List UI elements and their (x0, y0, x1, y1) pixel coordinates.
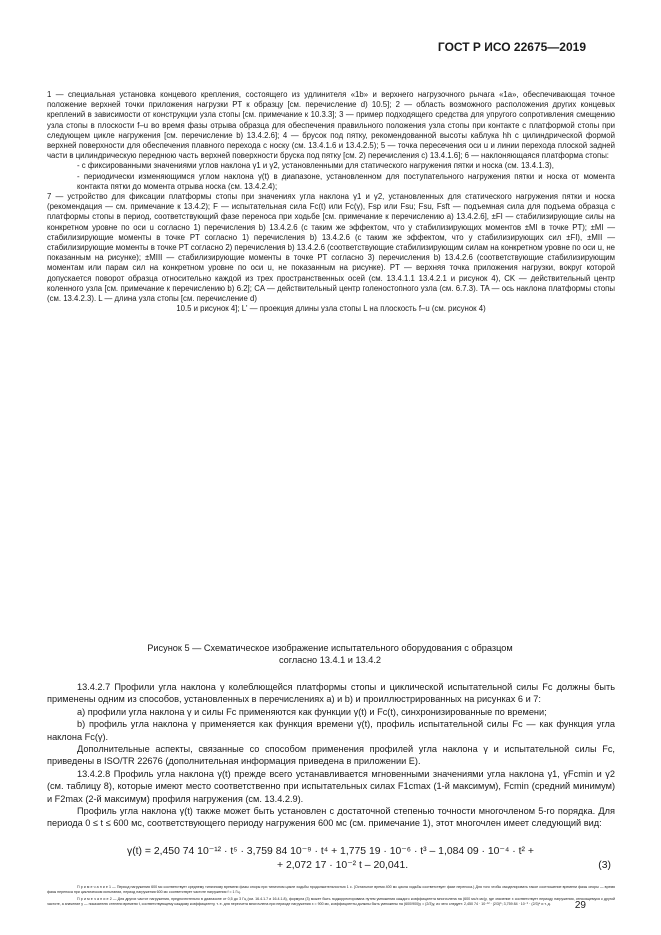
body-text (47, 681, 615, 830)
formula-line: γ(t) = 2,450 74 10⁻¹² · t⁵ · 3,759 84 10⁻⁹ · t⁴ + 1,775 19 · 10⁻⁶ · t³ – 1,084 09 · 10⁻⁴ · t² + (127, 846, 534, 857)
body-paragraph: 13.4.2.8 Профиль угла наклона γ(t) прежде всего устанавливается мгновенными значениями угла наклона γ1, γFcmin и γ2 (см. таблицу 8), которые имеют место соответственно при испытательных силах F1cmax (1-й максимум), Fcmin (средний минимум) и F2max (2-й максимум) профиля нагружения (см. 13.4.2.9). (47, 768, 615, 804)
figure-legend (47, 90, 615, 314)
notes (47, 885, 615, 909)
caption-line: Рисунок 5 — Схематическое изображение испытательного оборудования с образцом (147, 643, 513, 653)
equation-number: (3) (598, 860, 611, 871)
standard-header: ГОСТ Р ИСО 22675—2019 (437, 40, 586, 54)
formula-3 (47, 845, 615, 873)
body-paragraph: Дополнительные аспекты, связанные со способом применения профилей угла наклона γ и испытательной силы Fc, приведены в ISO/TR 22676 (дополнительная информация приведена в приложении E). (47, 743, 615, 767)
body-paragraph: 13.4.2.7 Профили угла наклона γ колеблющейся платформы стопы и циклической испытательной силы Fc должны быть применены одним из способов, установленных в перечислениях a) и b) и проиллюстрированных на рисунках 6 и 7: (47, 682, 615, 705)
page-number: 29 (574, 900, 586, 911)
figure-caption (100, 642, 560, 666)
legend-paragraph: 1 — специальная установка концевого крепления, состоящего из удлинителя «1b» и верхнего нагрузочного рычага «1a», обеспечивающая точное положение верхней точки приложения нагрузки PT к образцу [см. перечисление d) 10.5]; 2 — область возможного расположения других концевых креплений в зависимости от конструкции узла стопы [см. примечание к 10.3.3]; 3 — пример подходящего средства для упругого сопротивления смещению узла стопы в плоскости f–u во время фазы отрыва образца для обеспечения правильного положения узла стопы при контакте с платформой стопы при следующем цикле нагружения [см. перечисление b) 13.4.2.6]; 4 — брусок под пятку, рекомендованной высоты каблука hh с цилиндрической формой верхней поверхности для обеспечения плавного перехода с носку (см. 13.4.1.6 и 13.4.2.5); 5 — точка пересечения оси u и линии перехода плоской задней части в цилиндрическую переднюю часть верхней поверхности бруска под пятку [см. 2) перечисления c) 13.4.1.6]; 6 — наклоняющаяся платформа стопы: (47, 90, 615, 161)
note-2: П р и м е ч а н и е 2 — Для других частот нагружения, предпочтительно в диапазоне от 0,5 до 3 Гц (см. 16.4.1.7 и 16.4.1.8), формула (3) может быть подкорректирована путем умножения каждого коэффициента многочлена на (600 мс/x мс)y, где значение x соответствует периоду нагружения, относящемуся к другой частоте, а значение y — показателю степени времени t, соответствующему каждому коэффициенту, т. е. для пересчета многочлена при периоде нагружения x = 900 мс, коэффициенты должны быть умножены на (600/900)y = (2/3)y, из чего следует: 2,450 74 · 10⁻¹² · (2/3)⁵; 3,759 84 · 10⁻⁹ · (2/3)⁴ и т. д. (47, 897, 615, 906)
body-paragraph: Профиль угла наклона γ(t) также может быть установлен с достаточной степенью точности многочленом 5-го порядка. Для периода 0 ≤ t ≤ 600 мс, соответствующего периоду нагружения 600 мс (см. примечание 1), этот многочлен имеет следующий вид: (47, 805, 615, 829)
body-paragraph: a) профили угла наклона γ и силы Fc применяются как функции γ(t) и Fc(t), синхронизированные по времени; (77, 706, 547, 717)
legend-paragraph: 7 — устройство для фиксации платформы стопы при значениях угла наклона γ1 и γ2, установленных для статического нагружения пятки и носка (рекомендация — см. примечание к 13.4.2); F — испытательная сила Fc(t) или Fc(γ), Fsp или Fsu; Fsu, Fsft — подъемная сила для подъема образца с платформы стопы в период, соответствующий фазе переноса при ходьбе [см. примечание к перечислению a) 13.4.2.6], ±FI — стабилизирующие силы на конкретном уровне по оси u согласно 1) перечисления b) 13.4.2.6 (с таким же эффектом, что у стабилизирующих моментов ±MI в точке PT); ±MI — стабилизирующие моменты в точке PT согласно 1) перечисления b) 13.4.2.6 (с таким же эффектом, что у стабилизирующих сил ±FI), ±MII — стабилизирующие моменты в точке PT согласно 2) перечисления b) 13.4.2.6 (соответствующие стабилизирующим силам на конкретном уровне по оси u, не показанным на рисунке); ±MIII — стабилизирующие моменты в точке PT согласно 3) перечисления b) 13.4.2.6 (соответствующие стабилизирующим моментам или парам сил на конкретном уровне по оси u, не показанным на рисунке). PT — верхняя точка приложения нагрузки, вокруг которой допускается поворот образца относительно каждой из трех пространственных осей (см. 13.4.1.1 13.4.2.1 и рисунок 4), CK — действительный центр коленного узла [см. примечание к перечислению b) 6.2]; CA — действительный центр голеностопного узла (см. 6.7.3). TA — ось наклона платформы стопы (см. 13.4.2.3). L — длина узла стопы [см. перечисление d) (47, 192, 615, 304)
legend-last-line: 10.5 и рисунок 4]; L' — проекция длины узла стопы L на плоскость f–u (см. рисунок 4) (176, 304, 486, 314)
formula-line: + 2,072 17 · 10⁻² t – 20,041. (277, 860, 409, 871)
note-1: П р и м е ч а н и е 1 — Период нагружения 600 мс соответствует среднему типичному времени фазы опоры при типичном цикле ходьбы продолжительностью 1 с. (Остальное время 400 мс цикла ходьбы соответствует фазе переноса.) Для того чтобы смоделировать такое соотношение времени фазы опоры — время фазы переноса при циклическом испытании, период нагружения 600 мс соответствует частоте нагружения f = 1 Гц. (47, 885, 615, 894)
legend-item: - с фиксированными значениями углов наклона γ1 и γ2, установленными для статического нагружения пятки и носка (см. 13.4.1.3), (77, 161, 554, 171)
legend-item: - периодически изменяющимся углом наклона γ(t) в диапазоне, установленном для поступательного нагружения пятки и носка от момента контакта пятки до момента отрыва носка (см. 13.4.2.4); (77, 171, 615, 191)
body-paragraph: b) профиль угла наклона γ применяется как функция времени γ(t), профиль испытательной силы Fc — как функция угла наклона Fc(γ). (47, 719, 615, 742)
formula-line-2 (47, 859, 615, 873)
caption-line: согласно 13.4.1 и 13.4.2 (278, 655, 382, 665)
